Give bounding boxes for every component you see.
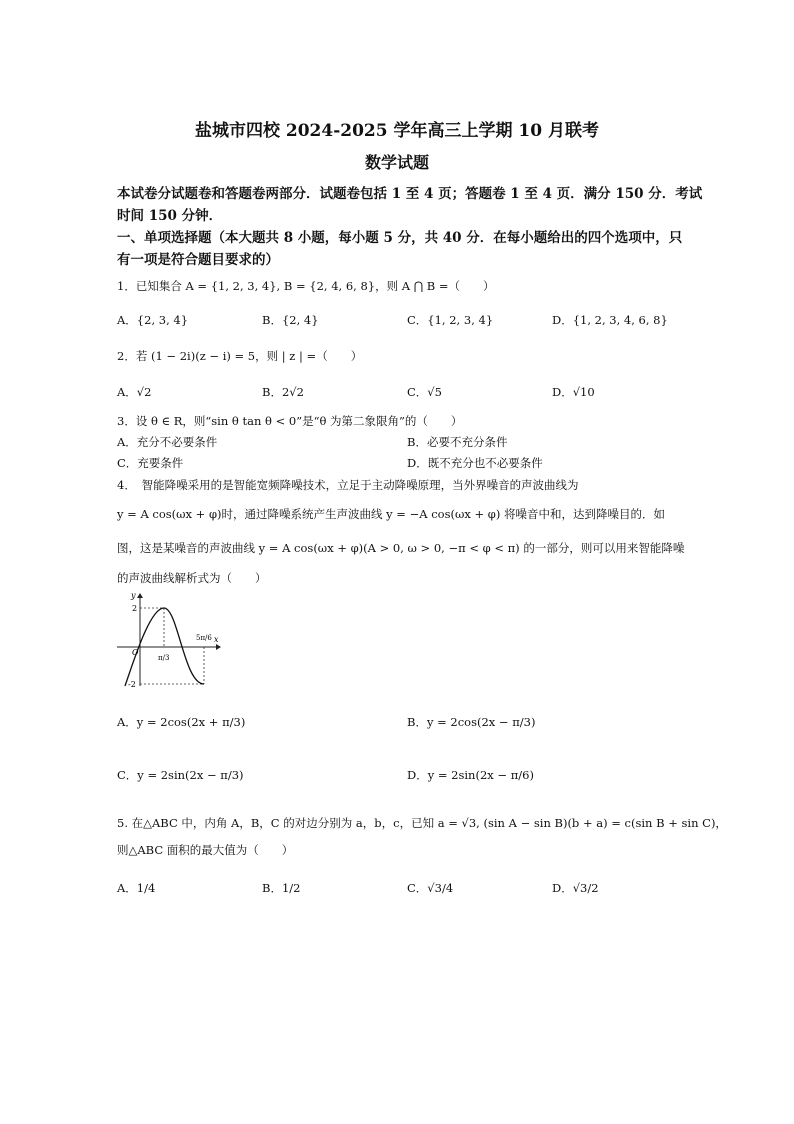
question-3-option-a: A．充分不必要条件 (117, 435, 218, 449)
max-value-label: 2 (132, 604, 138, 613)
question-1-stem: 1．已知集合 A = {1, 2, 3, 4}, B = {2, 4, 6, 8}，则 A ⋂ B =（ ） (117, 279, 495, 293)
question-3-stem: 3．设 θ ∈ R，则“sin θ tan θ < 0”是“θ 为第二象限角”的（ ） (117, 414, 463, 428)
exam-subtitle: 数学试题 (364, 153, 429, 172)
section-heading-2: 有一项是符合题目要求的） (117, 252, 279, 268)
question-2-option-b: B．2√2 (262, 385, 304, 399)
question-4-option-a: A．y = 2cos(2x + π/3) (117, 715, 246, 729)
origin-label: O (132, 648, 139, 657)
question-3-option-c: C．充要条件 (117, 456, 184, 470)
question-1-option-c: C．{1, 2, 3, 4} (407, 313, 494, 327)
question-5-option-d: D．√3/2 (552, 881, 599, 895)
y-axis-arrow (137, 593, 143, 598)
question-2-option-d: D．√10 (552, 385, 595, 399)
min-value-label: -2 (128, 680, 136, 689)
intro-line-2: 时间 150 分钟． (117, 208, 223, 224)
question-1-option-b: B．{2, 4} (262, 313, 319, 327)
x-axis-label: x (214, 635, 219, 644)
question-5-option-b: B．1/2 (262, 881, 301, 895)
question-2-stem: 2．若 (1 − 2i)(z − i) = 5，则 | z | =（ ） (117, 349, 363, 363)
exam-title: 盐城市四校 2024-2025 学年高三上学期 10 月联考 (194, 121, 599, 141)
question-5-line-2: 则△ABC 面积的最大值为（ ） (117, 843, 294, 857)
question-1-option-a: A．{2, 3, 4} (117, 313, 189, 327)
question-4-line-3: 图，这是某噪音的声波曲线 y = A cos(ωx + φ)(A > 0, ω > 0, −π < φ < π) 的一部分，则可以用来智能降噪 (117, 541, 685, 555)
question-4-option-b: B．y = 2cos(2x − π/3) (407, 715, 536, 729)
question-1-option-d: D．{1, 2, 3, 4, 6, 8} (552, 313, 668, 327)
x-tick-5pi-6: 5π/6 (196, 634, 212, 642)
question-5-option-c: C．√3/4 (407, 881, 454, 895)
question-2-option-c: C．√5 (407, 385, 442, 399)
question-3-option-b: B．必要不充分条件 (407, 435, 508, 449)
question-2-option-a: A．√2 (117, 385, 152, 399)
question-3-option-d: D．既不充分也不必要条件 (407, 456, 543, 470)
question-4-line-1: 4． 智能降噪采用的是智能宽频降噪技术，立足于主动降噪原理，当外界噪音的声波曲线为 (117, 478, 579, 492)
question-5-option-a: A．1/4 (117, 881, 156, 895)
question-4-line-2: y = A cos(ωx + φ)时，通过降噪系统产生声波曲线 y = −A cos(ωx + φ) 将噪音中和，达到降噪目的．如 (117, 507, 665, 521)
section-heading-1: 一、单项选择题（本大题共 8 小题，每小题 5 分，共 40 分．在每小题给出的四个选项中，只 (117, 230, 683, 246)
intro-line-1: 本试卷分试题卷和答题卷两部分．试题卷包括 1 至 4 页；答题卷 1 至 4 页．满分 150 分．考试 (117, 186, 703, 202)
x-tick-pi-3: π/3 (158, 654, 170, 662)
waveform-graph (112, 590, 222, 690)
x-axis-arrow (216, 644, 221, 650)
question-4-option-c: C．y = 2sin(2x − π/3) (117, 768, 244, 782)
y-axis-label: y (131, 591, 136, 600)
question-5-line-1: 5. 在△ABC 中，内角 A，B，C 的对边分别为 a，b，c，已知 a = √3, (sin A − sin B)(b + a) = c(sin B + sin C)， (117, 816, 727, 830)
question-4-line-4: 的声波曲线解析式为（ ） (117, 571, 267, 585)
question-4-option-d: D．y = 2sin(2x − π/6) (407, 768, 534, 782)
